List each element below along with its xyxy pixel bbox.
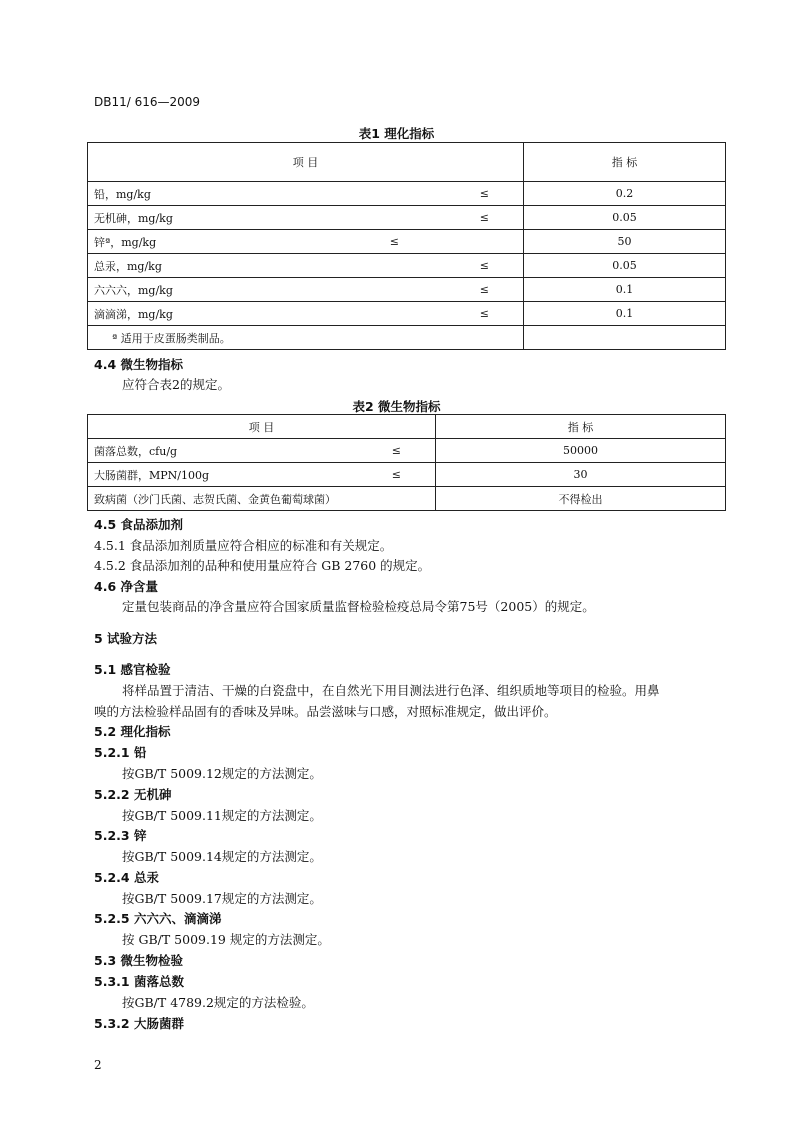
section-4-5-heading: 4.5 食品添加剂 [94,517,183,532]
table-cell-item: 锌ª，mg/kg [94,235,157,249]
section-5-2-5-heading: 5.2.5 六六六、滴滴涕 [94,911,222,926]
section-4-5-2-text: 4.5.2 食品添加剂的品种和使用量应符合 GB 2760 的规定。 [94,558,431,573]
le-symbol: ≤ [389,235,399,248]
section-5-3-2-heading: 5.3.2 大肠菌群 [94,1016,184,1031]
table-row [88,230,726,254]
document-code: DB11/ 616—2009 [94,95,201,109]
table-row [88,182,726,206]
page-number: 2 [94,1058,102,1072]
table-cell-item: 大肠菌群，MPN/100g [94,468,210,482]
table-cell-item: 六六六，mg/kg [94,283,173,297]
table1-physicochemical [87,142,726,350]
section-4-6-text: 定量包装商品的净含量应符合国家质量监督检验检疫总局令第75号（2005）的规定。 [122,599,595,614]
table-row [88,463,726,487]
le-symbol: ≤ [479,307,489,320]
table-cell-value: 不得检出 [436,487,726,511]
section-4-4-text: 应符合表2的规定。 [122,377,230,392]
section-5-2-4-heading: 5.2.4 总汞 [94,870,159,885]
le-symbol: ≤ [479,283,489,296]
le-symbol: ≤ [479,211,489,224]
table-cell-value: 0.1 [524,302,726,326]
section-5-2-2-heading: 5.2.2 无机砷 [94,787,172,802]
table-cell-value: 0.1 [524,278,726,302]
section-5-2-1-text: 按GB/T 5009.12规定的方法测定。 [122,766,322,781]
table-row [88,439,726,463]
table-cell-item: 滴滴涕，mg/kg [94,307,173,321]
section-5-2-heading: 5.2 理化指标 [94,724,171,739]
le-symbol: ≤ [479,187,489,200]
le-symbol: ≤ [391,468,401,481]
table-row [88,278,726,302]
table-cell-item: 无机砷，mg/kg [94,211,173,225]
section-5-2-2-text: 按GB/T 5009.11规定的方法测定。 [122,808,322,823]
table2-header-row [88,415,726,439]
table-cell-item: 菌落总数，cfu/g [94,444,178,458]
table2-col-item: 项 目 [88,415,436,439]
section-5-1-heading: 5.1 感官检验 [94,662,171,677]
table-cell-item: 总汞，mg/kg [94,259,162,273]
table1-col-value: 指 标 [524,143,726,182]
section-5-3-heading: 5.3 微生物检验 [94,953,183,968]
table1-footnote: ª 适用于皮蛋肠类制品。 [88,326,524,350]
section-5-2-3-text: 按GB/T 5009.14规定的方法测定。 [122,849,322,864]
table1-footnote-row [88,326,726,350]
section-5-2-4-text: 按GB/T 5009.17规定的方法测定。 [122,891,322,906]
section-5-3-1-text: 按GB/T 4789.2规定的方法检验。 [122,995,314,1010]
table1-caption: 表1 理化指标 [358,126,435,141]
section-5-2-3-heading: 5.2.3 锌 [94,828,147,843]
section-5-1-text-line2: 嗅的方法检验样品固有的香味及异味。品尝滋味与口感，对照标准规定，做出评价。 [94,704,557,719]
section-5-heading: 5 试验方法 [94,631,158,646]
le-symbol: ≤ [479,259,489,272]
table1-col-item: 项 目 [88,143,524,182]
table1-header-row [88,143,726,182]
le-symbol: ≤ [391,444,401,457]
section-4-5-1-text: 4.5.1 食品添加剂质量应符合相应的标准和有关规定。 [94,538,393,553]
table2-caption: 表2 微生物指标 [352,399,441,414]
section-5-3-1-heading: 5.3.1 菌落总数 [94,974,184,989]
table-cell-item: 铅，mg/kg [94,187,151,201]
table2-col-value: 指 标 [436,415,726,439]
section-4-6-heading: 4.6 净含量 [94,579,158,594]
section-5-2-5-text: 按 GB/T 5009.19 规定的方法测定。 [122,932,330,947]
table-cell-value: 0.05 [524,206,726,230]
section-5-1-text-line1: 将样品置于清洁、干燥的白瓷盘中，在自然光下用目测法进行色泽、组织质地等项目的检验。用鼻 [122,683,660,698]
table-cell-value: 50 [524,230,726,254]
table-row [88,302,726,326]
table-cell-value: 50000 [436,439,726,463]
table-row [88,254,726,278]
table-cell-value: 30 [436,463,726,487]
table-cell-item: 致病菌（沙门氏菌、志贺氏菌、金黄色葡萄球菌） [88,487,436,511]
table-cell-value: 0.2 [524,182,726,206]
table-cell-value: 0.05 [524,254,726,278]
table-row [88,206,726,230]
section-5-2-1-heading: 5.2.1 铅 [94,745,147,760]
table-row [88,487,726,511]
section-4-4-heading: 4.4 微生物指标 [94,357,183,372]
table2-microbial [87,414,726,511]
